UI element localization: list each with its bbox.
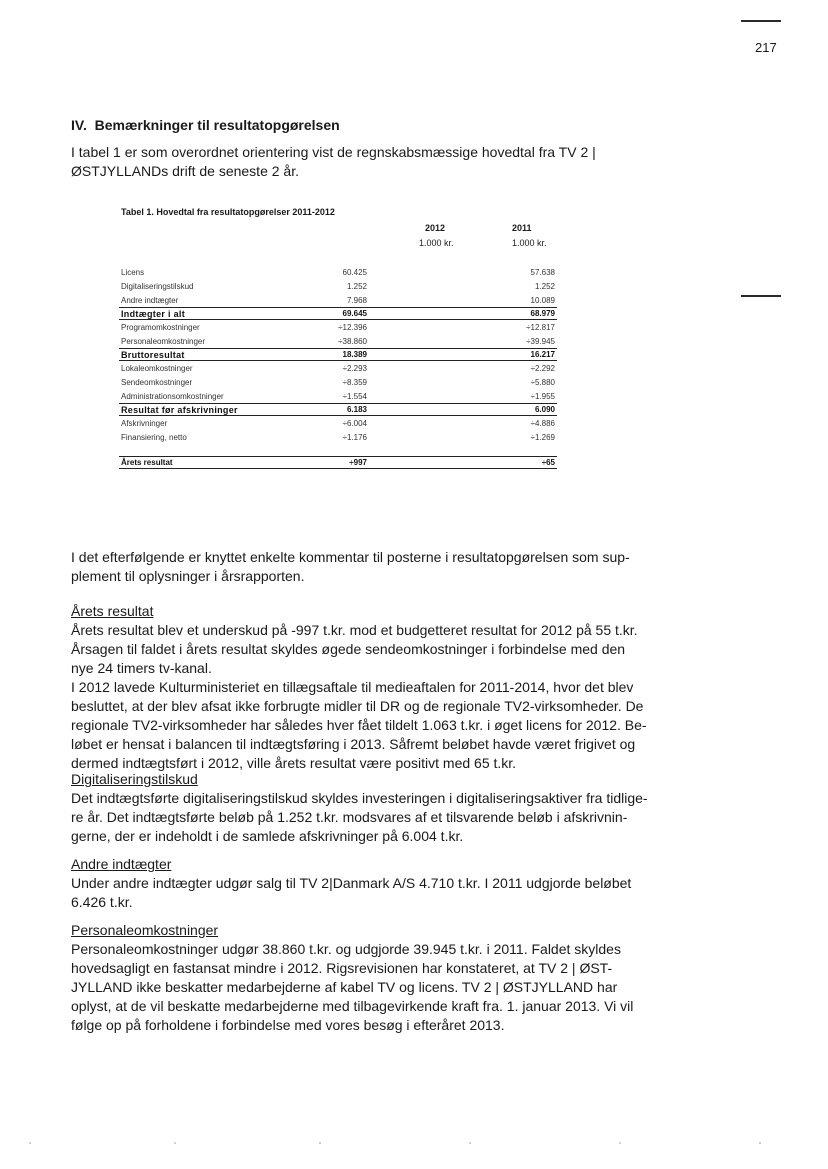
row-label: Sendeomkostninger <box>121 377 193 387</box>
text-line: følge op på forholdene i forbindelse med vores besøg i efteråret 2013. <box>71 1017 505 1033</box>
value-2011: ÷4.886 <box>530 418 555 428</box>
section-personaleomkostninger <box>71 921 651 1035</box>
section-heading: IV. Bemærkninger til resultatopgørelsen <box>71 117 340 133</box>
section-aarets-resultat <box>71 602 651 773</box>
row-label: Programomkostninger <box>121 322 200 332</box>
scan-footer-marks <box>0 1140 828 1146</box>
subheading-andre-indtaegter: Andre indtægter <box>71 856 172 872</box>
value-2011: ÷2.292 <box>530 363 555 373</box>
lead-line: plement til oplysninger i årsrapporten. <box>71 568 305 584</box>
value-2011: ÷65 <box>463 457 557 469</box>
value-2012: ÷38.860 <box>338 336 367 346</box>
value-2011: 6.090 <box>463 404 557 416</box>
text-line: Under andre indtægter udgør salg til TV 2|Danmark A/S 4.710 t.kr. I 2011 udgjorde beløbet <box>71 875 632 891</box>
value-2012: ÷1.176 <box>342 432 367 442</box>
value-2011: ÷39.945 <box>526 336 555 346</box>
value-2012: 69.645 <box>275 308 463 320</box>
financial-table-block <box>119 207 557 469</box>
row-label: Andre indtægter <box>121 295 179 305</box>
value-2012: ÷2.293 <box>342 363 367 373</box>
value-2012: 6.183 <box>275 404 463 416</box>
table-row <box>119 416 557 431</box>
column-header-2011-unit: 1.000 kr. <box>512 238 547 248</box>
row-label: Finansiering, netto <box>121 432 187 442</box>
text-line: re år. Det indtægtsførte beløb på 1.252 t.kr. modsvares af et tilsvarende beløb i afskrivnin- <box>71 809 628 825</box>
table-row <box>119 430 557 444</box>
text-line: JYLLAND ikke beskatter medarbejderne af kabel TV og licens. TV 2 | ØSTJYLLAND har <box>71 979 618 995</box>
value-2012: 1.252 <box>346 281 367 291</box>
lead-line: I det efterfølgende er knyttet enkelte kommentar til posterne i resultatopgørelsen som sup- <box>71 549 630 565</box>
value-2012: ÷997 <box>275 457 463 469</box>
table-row <box>119 265 557 279</box>
value-2011: 16.217 <box>463 349 557 361</box>
value-2012: ÷12.396 <box>338 322 367 332</box>
table-result-row <box>119 457 557 469</box>
text-line: Det indtægtsførte digitaliseringstilskud skyldes investeringen i digitaliseringsaktiver fra tidlige- <box>71 790 648 806</box>
financial-table <box>119 265 557 469</box>
page-number: 217 <box>755 40 777 55</box>
row-label: Bruttoresultat <box>119 349 275 361</box>
row-label: Indtægter i alt <box>119 308 275 320</box>
text-line: gerne, der er indeholdt i de samlede afskrivninger på 6.004 t.kr. <box>71 828 464 844</box>
value-2011: ÷1.269 <box>530 432 555 442</box>
table-row <box>119 320 557 335</box>
margin-rule-top <box>741 20 781 22</box>
table-row <box>119 293 557 308</box>
lead-paragraph <box>71 548 651 586</box>
row-label: Lokaleomkostninger <box>121 363 193 373</box>
value-2012: 7.968 <box>346 295 367 305</box>
intro-paragraph <box>71 143 631 181</box>
value-2011: ÷12.817 <box>526 322 555 332</box>
intro-line: I tabel 1 er som overordnet orientering vist de regnskabsmæssige hovedtal fra TV 2 | <box>71 144 596 160</box>
row-label: Afskrivninger <box>121 418 168 428</box>
row-label: Personaleomkostninger <box>121 336 206 346</box>
table-total-row <box>119 349 557 361</box>
column-header-2012-year: 2012 <box>425 223 446 233</box>
table-row <box>119 389 557 404</box>
section-andre-indtaegter <box>71 855 651 912</box>
text-line: hovedsagligt en fastansat mindre i 2012. Rigsrevisionen har konstateret, at TV 2 | ØST- <box>71 960 613 976</box>
value-2011: 10.089 <box>530 295 555 305</box>
section-digitaliseringstilskud <box>71 770 651 846</box>
value-2012: 18.389 <box>275 349 463 361</box>
table-total-row <box>119 308 557 320</box>
subheading-digitaliseringstilskud: Digitaliseringstilskud <box>71 771 198 787</box>
subheading-personaleomkostninger: Personaleomkostninger <box>71 922 219 938</box>
text-line: Personaleomkostninger udgør 38.860 t.kr. og udgjorde 39.945 t.kr. i 2011. Faldet skyldes <box>71 941 621 957</box>
margin-rule-middle <box>741 295 781 297</box>
text-line: nye 24 timers tv-kanal. <box>71 660 212 676</box>
intro-line: ØSTJYLLANDs drift de seneste 2 år. <box>71 163 299 179</box>
text-line: løbet er hensat i balancen til indtægtsføring i 2013. Såfremt beløbet havde været frigivet og <box>71 736 636 752</box>
table-row <box>119 279 557 293</box>
value-2011: ÷1.955 <box>530 391 555 401</box>
text-line: 6.426 t.kr. <box>71 894 133 910</box>
column-header-2012-unit: 1.000 kr. <box>419 238 454 248</box>
row-label: Administrationsomkostninger <box>121 391 224 401</box>
row-label: Licens <box>121 267 145 277</box>
table-spacer-row <box>119 444 557 457</box>
table-title: Tabel 1. Hovedtal fra resultatopgørelser 2011-2012 <box>121 207 335 217</box>
column-header-2011-year: 2011 <box>512 223 532 233</box>
text-line: besluttet, at der blev afsat ikke forbrugte midler til DR og de regionale TV2-virksomheder. De <box>71 698 644 714</box>
subheading-aarets-resultat: Årets resultat <box>71 603 154 619</box>
value-2012: ÷6.004 <box>342 418 367 428</box>
text-line: dermed indtægtsført i 2012, ville årets resultat være positivt med 65 t.kr. <box>71 755 517 771</box>
text-line: oplyst, at de vil beskatte medarbejderne med tilbagevirkende kraft fra. 1. januar 2013. Vi vil <box>71 998 634 1014</box>
row-label: Årets resultat <box>119 457 275 469</box>
value-2011: ÷5.880 <box>530 377 555 387</box>
table-row <box>119 375 557 389</box>
text-line: Årets resultat blev et underskud på -997 t.kr. mod et budgetteret resultat for 2012 på 55 t.kr. <box>71 622 638 638</box>
value-2011: 57.638 <box>530 267 555 277</box>
value-2012: 60.425 <box>342 267 367 277</box>
value-2011: 68.979 <box>463 308 557 320</box>
text-line: Årsagen til faldet i årets resultat skyldes øgede sendeomkostninger i forbindelse med den <box>71 641 626 657</box>
value-2012: ÷1.554 <box>342 391 367 401</box>
table-row <box>119 334 557 349</box>
text-line: regionale TV2-virksomheder har således hver fået tildelt 1.063 t.kr. i øget licens for 2012. Be- <box>71 717 647 733</box>
table-column-headers <box>119 223 557 253</box>
value-2012: ÷8.359 <box>342 377 367 387</box>
text-line: I 2012 lavede Kulturministeriet en tillægsaftale til medieaftalen for 2011-2014, hvor det blev <box>71 679 634 695</box>
row-label: Digitaliseringstilskud <box>121 281 194 291</box>
table-row <box>119 361 557 376</box>
table-total-row <box>119 404 557 416</box>
value-2011: 1.252 <box>534 281 555 291</box>
row-label: Resultat før afskrivninger <box>119 404 275 416</box>
